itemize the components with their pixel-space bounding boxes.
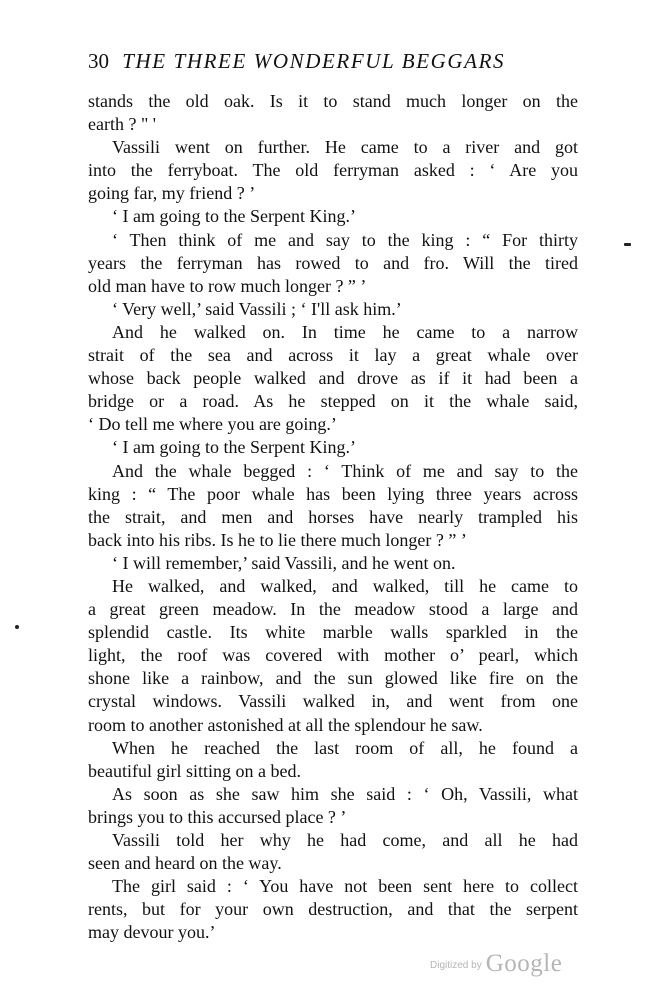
text-line: ‘ I will remember,’ said Vassili, and he went on. — [112, 552, 456, 573]
text-line: room to another astonished at all the splendour he saw. — [88, 714, 483, 735]
running-header — [88, 48, 578, 74]
text-line: shone like a rainbow, and the sun glowed like fire on the — [88, 668, 578, 689]
text-line: a great green meadow. In the meadow stood a large and — [88, 599, 578, 620]
body-text — [88, 90, 578, 944]
text-line: He walked, and walked, and walked, till he came to — [112, 575, 578, 596]
text-line: ‘ Very well,’ said Vassili ; ‘ I'll ask him.’ — [112, 298, 402, 319]
text-line: strait of the sea and across it lay a great whale over — [88, 345, 578, 366]
text-line: splendid castle. Its white marble walls sparkled in the — [88, 622, 578, 643]
text-line: rents, but for your own destruction, and that the serpent — [88, 899, 578, 920]
text-line: ‘ I am going to the Serpent King.’ — [112, 206, 356, 227]
page-number: 30 — [88, 49, 109, 73]
running-title: THE THREE WONDERFUL BEGGARS — [122, 49, 506, 73]
text-line: ‘ Then think of me and say to the king : “ For thirty — [112, 229, 578, 250]
text-line: may devour you.’ — [88, 922, 216, 943]
text-line: ‘ Do tell me where you are going.’ — [88, 414, 337, 435]
digitized-by-google-watermark — [430, 950, 580, 982]
text-line: When he reached the last room of all, he found a — [112, 737, 578, 758]
text-line: Vassili went on further. He came to a river and got — [112, 137, 578, 158]
text-line: crystal windows. Vassili walked in, and went from one — [88, 691, 578, 712]
google-logo: Google — [485, 950, 563, 977]
text-line: into the ferryboat. The old ferryman asked : ‘ Are you — [88, 160, 578, 181]
text-line: seen and heard on the way. — [88, 853, 282, 874]
text-line: As soon as she saw him she said : ‘ Oh, Vassili, what — [112, 783, 578, 804]
text-line: bridge or a road. As he stepped on it the whale said, — [88, 391, 578, 412]
text-line: ‘ I am going to the Serpent King.’ — [112, 437, 356, 458]
text-line: stands the old oak. Is it to stand much longer on the — [88, 91, 578, 111]
text-line: king : “ The poor whale has been lying three years across — [88, 483, 578, 504]
text-line: beautiful girl sitting on a bed. — [88, 760, 301, 781]
text-line: The girl said : ‘ You have not been sent here to collect — [112, 876, 578, 897]
text-line: earth ? " ' — [88, 114, 157, 135]
text-line: light, the roof was covered with mother o’ pearl, which — [88, 645, 578, 666]
text-line: back into his ribs. Is he to lie there much longer ? ” ’ — [88, 529, 467, 550]
ink-mark — [15, 625, 19, 629]
text-line: going far, my friend ? ’ — [88, 183, 256, 204]
text-line: And he walked on. In time he came to a narrow — [112, 321, 578, 342]
text-line: And the whale begged : ‘ Think of me and say to the — [112, 460, 578, 481]
text-line: years the ferryman has rowed to and fro. Will the tired — [88, 252, 578, 273]
text-line: whose back people walked and drove as if it had been a — [88, 368, 578, 389]
digitized-by-label: Digitized by — [430, 960, 482, 971]
text-line: Vassili told her why he had come, and all he had — [112, 830, 578, 850]
text-line: the strait, and men and horses have nearly trampled his — [88, 506, 578, 527]
ink-mark — [624, 243, 631, 246]
text-line: brings you to this accursed place ? ’ — [88, 806, 347, 827]
text-line: old man have to row much longer ? ” ’ — [88, 275, 367, 296]
